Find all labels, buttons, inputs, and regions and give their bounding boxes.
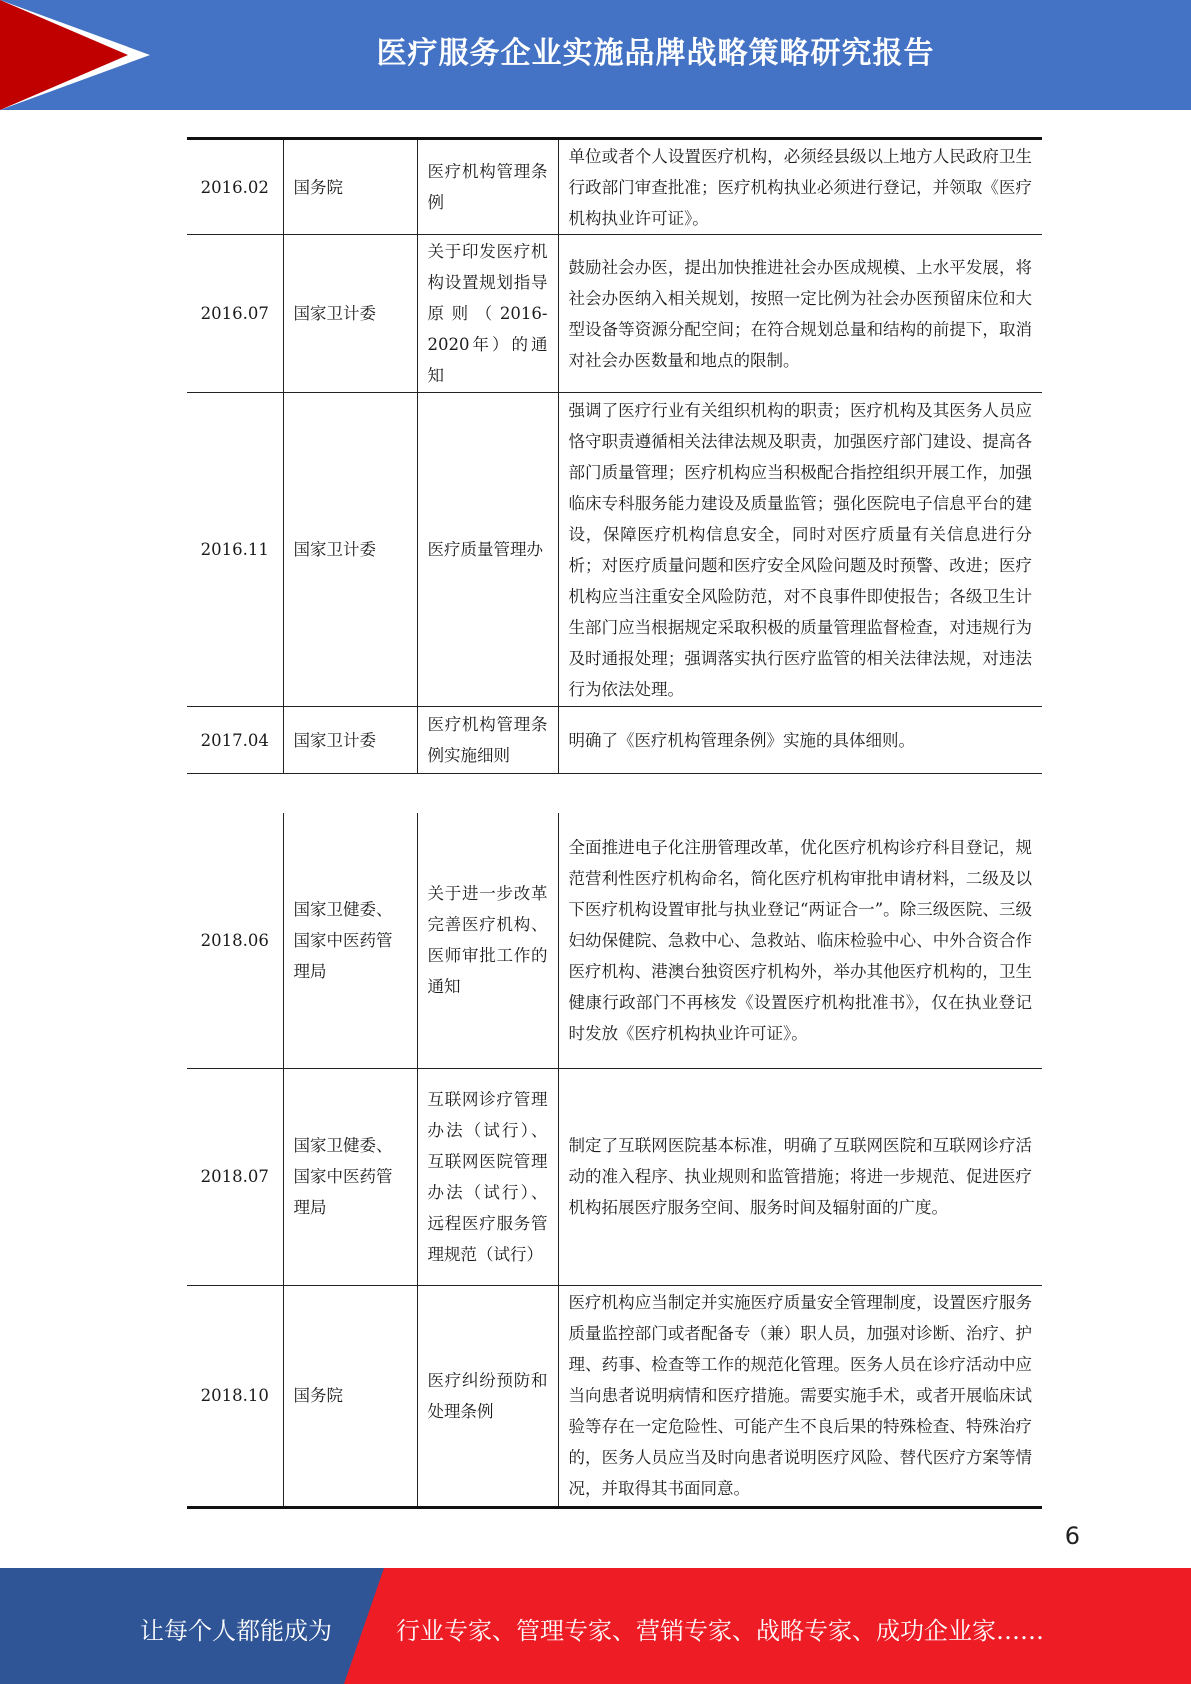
page-number: 6: [1064, 1522, 1080, 1550]
table-row: [187, 139, 1042, 235]
issuer-cell: 国务院: [283, 139, 417, 235]
issuer-cell: 国务院: [283, 1285, 417, 1507]
issuer-cell: 国家卫计委: [283, 235, 417, 393]
policy-name-cell: 关于印发医疗机构设置规划指导原则（2016-2020年）的通知: [417, 235, 558, 393]
description-cell: 单位或者个人设置医疗机构，必须经县级以上地方人民政府卫生行政部门审查批准；医疗机构执业必须进行登记，并领取《医疗机构执业许可证》。: [558, 139, 1042, 235]
table-row: [187, 707, 1042, 774]
description-cell: 全面推进电子化注册管理改革，优化医疗机构诊疗科目登记，规范营利性医疗机构命名，简化医疗机构审批申请材料，二级及以下医疗机构设置审批与执业登记“两证合一”。除三级医院、三级妇幼保健院、急救中心、急救站、临床检验中心、中外合资合作医疗机构、港澳台独资医疗机构外，举办其他医疗机构的，卫生健康行政部门不再核发《设置医疗机构批准书》，仅在执业登记时发放《医疗机构执业许可证》。: [558, 813, 1042, 1068]
issuer-cell: 国家卫健委、国家中医药管理局: [283, 813, 417, 1068]
description-cell: 鼓励社会办医，提出加快推进社会办医成规模、上水平发展，将社会办医纳入相关规划，按照一定比例为社会办医预留床位和大型设备等资源分配空间；在符合规划总量和结构的前提下，取消对社会办医数量和地点的限制。: [558, 235, 1042, 393]
description-cell: 明确了《医疗机构管理条例》实施的具体细则。: [558, 707, 1042, 774]
policy-name-cell: 医疗机构管理条例实施细则: [417, 707, 558, 774]
issuer-cell: 国家卫计委: [283, 707, 417, 774]
policy-name-cell: 医疗纠纷预防和处理条例: [417, 1285, 558, 1507]
header-red-arrow-decoration: [0, 0, 128, 110]
date-cell: 2016.07: [187, 235, 283, 393]
description-cell: 制定了互联网医院基本标准，明确了互联网医院和互联网诊疗活动的准入程序、执业规则和监管措施；将进一步规范、促进医疗机构拓展医疗服务空间、服务时间及辐射面的广度。: [558, 1068, 1042, 1285]
date-cell: 2016.02: [187, 139, 283, 235]
issuer-cell: 国家卫计委: [283, 393, 417, 707]
policy-name-cell: 互联网诊疗管理办法（试行）、互联网医院管理办法（试行）、远程医疗服务管理规范（试行）: [417, 1068, 558, 1285]
footer-slogan-left: 让每个人都能成为: [140, 1616, 332, 1645]
page-title: 医疗服务企业实施品牌战略策略研究报告: [376, 36, 935, 71]
date-cell: 2018.10: [187, 1285, 283, 1507]
policy-name-cell: 关于进一步改革完善医疗机构、医师审批工作的通知: [417, 813, 558, 1068]
date-cell: 2018.07: [187, 1068, 283, 1285]
footer-slogan-right: 行业专家、管理专家、营销专家、战略专家、成功企业家……: [396, 1616, 1044, 1645]
date-cell: 2017.04: [187, 707, 283, 774]
header-bar: [0, 0, 1191, 110]
table-row: [187, 1285, 1042, 1507]
table-row: [187, 235, 1042, 393]
policy-name-cell: 医疗质量管理办: [417, 393, 558, 707]
description-cell: 强调了医疗行业有关组织机构的职责；医疗机构及其医务人员应恪守职责遵循相关法律法规及职责，加强医疗部门建设、提高各部门质量管理；医疗机构应当积极配合指控组织开展工作，加强临床专科服务能力建设及质量监管；强化医院电子信息平台的建设，保障医疗机构信息安全，同时对医疗质量有关信息进行分析；对医疗质量问题和医疗安全风险问题及时预警、改进；医疗机构应当注重安全风险防范，对不良事件即使报告；各级卫生计生部门应当根据规定采取积极的质量管理监督检查，对违规行为及时通报处理；强调落实执行医疗监管的相关法律法规，对违法行为依法处理。: [558, 393, 1042, 707]
date-cell: 2016.11: [187, 393, 283, 707]
table-row: [187, 813, 1042, 1068]
description-cell: 医疗机构应当制定并实施医疗质量安全管理制度，设置医疗服务质量监控部门或者配备专（兼）职人员，加强对诊断、治疗、护理、药事、检查等工作的规范化管理。医务人员在诊疗活动中应当向患者说明病情和医疗措施。需要实施手术，或者开展临床试验等存在一定危险性、可能产生不良后果的特殊检查、特殊治疗的，医务人员应当及时向患者说明医疗风险、替代医疗方案等情况，并取得其书面同意。: [558, 1285, 1042, 1507]
table-row: [187, 1068, 1042, 1285]
issuer-cell: 国家卫健委、国家中医药管理局: [283, 1068, 417, 1285]
policy-name-cell: 医疗机构管理条例: [417, 139, 558, 235]
policy-table-2: [187, 813, 1042, 1509]
policy-table-1: [187, 137, 1042, 774]
table-row: [187, 393, 1042, 707]
date-cell: 2018.06: [187, 813, 283, 1068]
